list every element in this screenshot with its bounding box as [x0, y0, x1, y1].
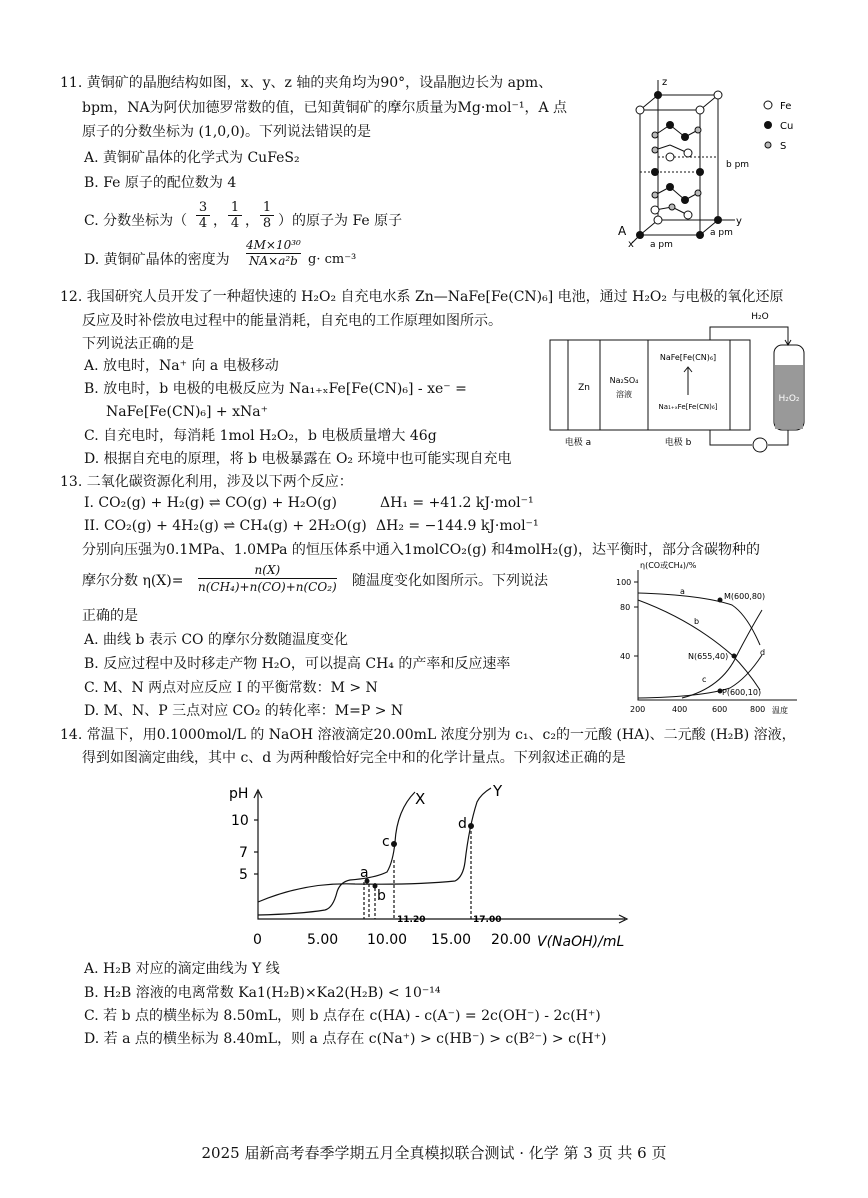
frac1-den: 4: [196, 215, 210, 231]
q13-point-p: P(600,10): [722, 688, 762, 697]
q14-marker-1120: 11.20: [397, 915, 426, 925]
q14-marker-1700: 17.00: [473, 915, 502, 925]
legend-fe: Fe: [780, 101, 792, 112]
label-electrode-b: 电极 b: [664, 438, 692, 448]
q13-xtick-200: 200: [630, 705, 646, 714]
label-h2o2: H₂O₂: [778, 394, 800, 404]
label-na2so4: Na₂SO₄: [609, 376, 639, 385]
q14-option-b: B. H₂B 溶液的电离常数 Ka1(H₂B)×Ka2(H₂B) < 10⁻¹⁴: [84, 985, 441, 1001]
q14-curve-x: X: [415, 790, 426, 808]
label-nafe: NaFe[Fe(CN)₆]: [659, 353, 717, 362]
q14-ytick-10: 10: [231, 813, 249, 829]
q13-line4: 正确的是: [82, 608, 138, 624]
q13-reaction-1: I. CO₂(g) + H₂(g) ⇌ CO(g) + H₂O(g): [84, 495, 337, 511]
q11-line3: 原子的分数坐标为 (1,0,0)。下列说法错误的是: [82, 124, 371, 140]
q11-crystal-figure: [610, 75, 800, 250]
axis-y: y: [736, 216, 742, 227]
axis-x: x: [628, 239, 634, 250]
q14-xtick-20: 20.00: [491, 932, 532, 948]
q14-xlabel: V(NaOH)/mL: [537, 934, 625, 950]
axis-z: z: [662, 77, 668, 88]
q11-option-c-pre: C. 分数坐标为（: [84, 213, 188, 229]
q11-option-a: A. 黄铜矿晶体的化学式为 CuFeS₂: [84, 150, 300, 166]
label-na1x: Na₁₊ₓFe[Fe(CN)₆]: [658, 403, 718, 411]
q13-reaction-1-dh: ΔH₁ = +41.2 kJ·mol⁻¹: [380, 495, 534, 511]
q12-option-c: C. 自充电时，每消耗 1mol H₂O₂，b 电极质量增大 46g: [84, 428, 437, 444]
label-electrode-a: 电极 a: [564, 438, 592, 448]
frac2-num: 1: [230, 200, 240, 215]
q13-curve-d: d: [760, 648, 766, 657]
q12-option-a: A. 放电时，Na⁺ 向 a 电极移动: [84, 358, 279, 374]
q13-line2: 分别向压强为0.1MPa、1.0MPa 的恒压体系中通入1molCO₂(g) 和4molH₂(g)，达平衡时，部分含碳物种的: [82, 542, 760, 558]
q14-point-c: c: [382, 834, 390, 850]
q11-option-c: [84, 210, 187, 232]
q11-option-b: B. Fe 原子的配位数为 4: [84, 175, 237, 191]
q13-option-c: C. M、N 两点对应反应 I 的平衡常数：M > N: [84, 680, 378, 696]
density-den: NA×a²b: [246, 253, 301, 269]
q13-curve-a: a: [680, 587, 685, 596]
frac3-num: 1: [262, 200, 272, 215]
label-zn: Zn: [578, 383, 590, 393]
q12-option-d: D. 根据自充电的原理，将 b 电极暴露在 O₂ 环境中也可能实现自充电: [84, 451, 512, 467]
q13-frac-num: n(X): [254, 563, 281, 577]
density-num: 4M×10³⁰: [246, 238, 301, 252]
q13-option-d: D. M、N、P 三点对应 CO₂ 的转化率：M=P > N: [84, 703, 404, 719]
q13-chart: [612, 560, 812, 725]
q12-line3: 下列说法正确的是: [82, 336, 194, 352]
q13-ylabel: η(CO或CH₄)/%: [640, 561, 697, 570]
label-apm-2: a pm: [710, 228, 733, 238]
q14-xtick-15: 15.00: [431, 932, 472, 948]
q14-xtick-5: 5.00: [307, 932, 339, 948]
point-a: A: [618, 224, 627, 238]
label-rongye: 溶液: [616, 390, 632, 399]
q11-option-c-post: ）的原子为 Fe 原子: [278, 213, 403, 229]
q14-xtick-0: 0: [253, 932, 262, 948]
q13-ytick-100: 100: [616, 578, 632, 587]
q14-point-a: a: [360, 865, 369, 881]
q11-option-d-pre: D. 黄铜矿晶体的密度为: [84, 252, 230, 268]
q13-frac-den: n(CH₄)+n(CO)+n(CO₂): [198, 580, 337, 594]
q13-xlabel: 温度: [772, 706, 788, 715]
label-bpm: b pm: [726, 160, 750, 170]
q11-density-fraction: [246, 238, 301, 269]
frac3-den: 8: [260, 215, 274, 231]
q13-line1: 13. 二氧化碳资源化利用，涉及以下两个反应：: [60, 474, 353, 490]
frac1-num: 3: [198, 200, 208, 215]
q11-frac3: [260, 200, 274, 231]
q14-line2: 得到如图滴定曲线，其中 c、d 为两种酸恰好完全中和的化学计量点。下列叙述正确的是: [82, 750, 626, 766]
q13-fraction: [198, 562, 337, 595]
q12-option-b1: B. 放电时，b 电极的电极反应为 Na₁₊ₓFe[Fe(CN)₆] - xe⁻ =: [84, 381, 467, 397]
q11-line2: bpm，NA为阿伏加德罗常数的值，已知黄铜矿的摩尔质量为Mg·mol⁻¹，A 点: [82, 100, 568, 116]
q14-ytick-7: 7: [239, 845, 248, 861]
legend-cu: Cu: [780, 121, 794, 132]
q13-point-n: N(655,40): [688, 652, 729, 661]
q14-option-a: A. H₂B 对应的滴定曲线为 Y 线: [84, 961, 280, 977]
q14-xtick-10: 10.00: [367, 932, 408, 948]
q13-ytick-40: 40: [620, 652, 631, 661]
comma2: ，: [245, 213, 259, 229]
page-footer: 2025 届新高考春季学期五月全真模拟联合测试 · 化学 第 3 页 共 6 页: [201, 1144, 667, 1162]
q11-frac2: [228, 200, 242, 231]
q14-curve-y: Y: [493, 782, 503, 800]
q12-line1: 12. 我国研究人员开发了一种超快速的 H₂O₂ 自充电水系 Zn—NaFe[Fe(CN)₆] 电池，通过 H₂O₂ 与电极的氧化还原: [60, 289, 784, 305]
q13-option-a: A. 曲线 b 表示 CO 的摩尔分数随温度变化: [84, 632, 348, 648]
q13-line3-pre: 摩尔分数 η(X)=: [82, 573, 184, 589]
q13-reaction-2: II. CO₂(g) + 4H₂(g) ⇌ CH₄(g) + 2H₂O(g): [84, 518, 367, 534]
q14-option-c: C. 若 b 点的横坐标为 8.50mL，则 b 点存在 c(HA) - c(A⁻) = 2c(OH⁻) - 2c(H⁺): [84, 1008, 601, 1024]
label-apm-1: a pm: [650, 240, 673, 250]
q13-ytick-80: 80: [620, 603, 631, 612]
q13-reaction-2-dh: ΔH₂ = −144.9 kJ·mol⁻¹: [376, 518, 539, 534]
q11-line1: 11. 黄铜矿的晶胞结构如图，x、y、z 轴的夹角均为90°，设晶胞边长为 apm、: [60, 75, 553, 91]
q13-xtick-400: 400: [672, 705, 688, 714]
q12-battery-figure: [548, 305, 848, 465]
q11-frac1: [196, 200, 210, 231]
q14-ytick-5: 5: [239, 867, 248, 883]
frac2-den: 4: [228, 215, 242, 231]
q13-line3-post: 随温度变化如图所示。下列说法: [352, 573, 548, 589]
q12-line2: 反应及时补偿放电过程中的能量消耗，自充电的工作原理如图所示。: [82, 313, 502, 329]
legend-s: S: [780, 141, 787, 152]
q14-point-d: d: [458, 816, 467, 832]
q14-point-b: b: [377, 888, 386, 904]
q14-titration-chart: [225, 782, 645, 957]
q13-curve-b: b: [694, 617, 700, 626]
q13-curve-c: c: [702, 675, 707, 684]
q13-xtick-800: 800: [750, 705, 766, 714]
q11-density-unit: g· cm⁻³: [308, 252, 357, 267]
q13-option-b: B. 反应过程中及时移走产物 H₂O，可以提高 CH₄ 的产率和反应速率: [84, 656, 511, 672]
label-h2o: H₂O: [751, 312, 769, 322]
q12-option-b2: NaFe[Fe(CN)₆] + xNa⁺: [106, 404, 268, 420]
q14-ylabel: pH: [229, 786, 249, 802]
q13-point-m: M(600,80): [724, 592, 766, 601]
q14-option-d: D. 若 a 点的横坐标为 8.40mL，则 a 点存在 c(Na⁺) > c(HB⁻) > c(B²⁻) > c(H⁺): [84, 1031, 607, 1047]
comma1: ，: [213, 213, 227, 229]
q14-line1: 14. 常温下，用0.1000mol/L 的 NaOH 溶液滴定20.00mL 浓度分别为 c₁、c₂的一元酸 (HA)、二元酸 (H₂B) 溶液，: [60, 727, 796, 743]
q13-xtick-600: 600: [712, 705, 728, 714]
